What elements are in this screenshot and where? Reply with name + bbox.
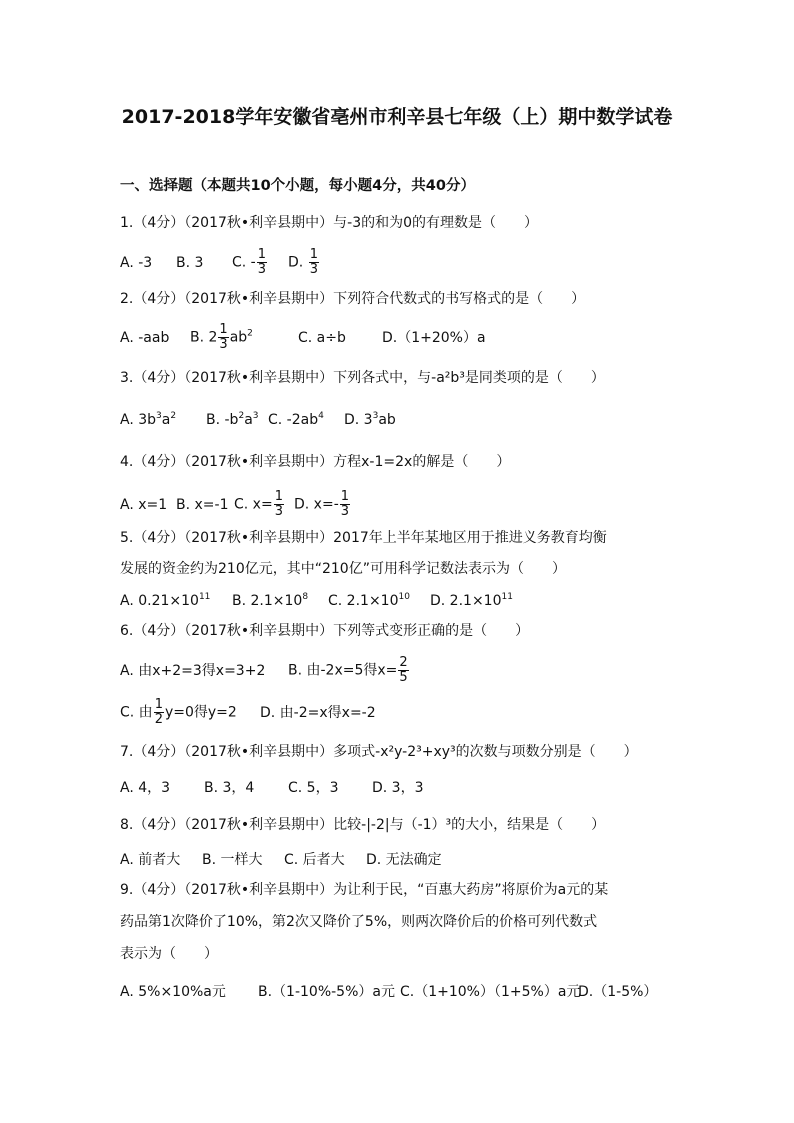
option-b[interactable]: B. 3，4 xyxy=(204,780,255,796)
denominator: 3 xyxy=(309,262,318,277)
question-6-stem: 6.（4分）（2017秋•利辛县期中）下列等式变形正确的是（ ） xyxy=(120,623,530,639)
exponent: 11 xyxy=(198,592,211,602)
option-b[interactable]: B.（1-10%-5%）a元 xyxy=(258,984,395,1000)
question-7-stem: 7.（4分）（2017秋•利辛县期中）多项式-x²y-2³+xy³的次数与项数分别是（ ） xyxy=(120,744,638,760)
question-1-stem: 1.（4分）（2017秋•利辛县期中）与-3的和为0的有理数是（ ） xyxy=(120,215,539,231)
exponent: 11 xyxy=(501,592,513,602)
option-c[interactable] xyxy=(120,698,260,727)
fraction xyxy=(398,656,408,685)
option-d[interactable] xyxy=(344,410,396,430)
question-6-options-row-2 xyxy=(120,698,376,727)
option-a[interactable] xyxy=(120,410,206,430)
question-4-stem: 4.（4分）（2017秋•利辛县期中）方程x-1=2x的解是（ ） xyxy=(120,454,511,470)
option-a[interactable]: A. 前者大 xyxy=(120,852,181,868)
option-a-base: A. 3b xyxy=(120,412,157,428)
numerator: 1 xyxy=(257,247,267,262)
numerator: 1 xyxy=(219,322,228,337)
option-a-base: A. 0.21×10 xyxy=(120,593,199,609)
question-8-options xyxy=(120,850,442,870)
option-d-base: D. 3 xyxy=(344,412,373,428)
option-a[interactable]: A. 由x+2=3得x=3+2 xyxy=(120,662,266,679)
option-b-prefix: B. 由-2x=5得x= xyxy=(288,662,398,679)
option-d[interactable]: D.（1+20%）a xyxy=(382,329,486,346)
exponent: 2 xyxy=(247,328,253,339)
denominator: 2 xyxy=(154,712,163,727)
question-4-options xyxy=(120,490,351,519)
option-d-base: D. 2.1×10 xyxy=(430,593,502,609)
option-d-prefix: D. x=- xyxy=(294,496,339,513)
option-b-prefix: B. 2 xyxy=(190,329,218,346)
option-c[interactable]: C.（1+10%）（1+5%）a元 xyxy=(400,984,581,1000)
option-b[interactable] xyxy=(232,591,328,611)
exponent: 3 xyxy=(156,411,162,421)
option-d[interactable] xyxy=(288,248,320,277)
option-d[interactable]: D. 3，3 xyxy=(372,780,424,796)
option-d[interactable]: D. 无法确定 xyxy=(366,852,442,868)
option-d[interactable] xyxy=(294,490,351,519)
numerator: 2 xyxy=(399,655,408,670)
option-c[interactable] xyxy=(328,591,430,611)
numerator: 1 xyxy=(274,489,283,504)
option-b-term: ab xyxy=(229,329,248,346)
question-9-stem-line-1: 9.（4分）（2017秋•利辛县期中）为让利于民，“百惠大药房”将原价为a元的某 xyxy=(120,882,609,898)
option-b-base: a xyxy=(244,412,253,428)
option-c[interactable] xyxy=(268,410,344,430)
question-5-stem-line-1: 5.（4分）（2017秋•利辛县期中）2017年上半年某地区用于推进义务教育均衡 xyxy=(120,530,607,546)
exponent: 3 xyxy=(372,411,379,421)
question-9-stem-line-2: 药品第1次降价了10%，第2次又降价了5%，则两次降价后的价格可列代数式 xyxy=(120,914,598,930)
exponent: 2 xyxy=(170,411,177,421)
option-c-base: C. 2.1×10 xyxy=(328,593,399,609)
option-c-prefix: C. x= xyxy=(234,496,273,513)
option-c[interactable]: C. 后者大 xyxy=(284,852,345,868)
question-2-options xyxy=(120,323,486,352)
denominator: 5 xyxy=(399,670,408,685)
exponent: 8 xyxy=(302,592,309,602)
question-5-stem-line-2: 发展的资金约为210亿元，其中“210亿”可用科学记数法表示为（ ） xyxy=(120,561,566,577)
option-c-base: C. -2ab xyxy=(268,412,319,428)
option-a-base: a xyxy=(161,412,171,428)
option-a[interactable]: A. 5%×10%a元 xyxy=(120,984,226,1000)
option-d[interactable] xyxy=(430,591,513,611)
option-d[interactable]: D.（1-5%） xyxy=(578,984,658,1000)
numerator: 1 xyxy=(340,489,350,504)
fraction xyxy=(154,698,164,727)
question-3-options xyxy=(120,410,396,430)
option-c-prefix: C. 由 xyxy=(120,704,153,721)
option-c-prefix: C. - xyxy=(232,254,256,271)
option-b[interactable] xyxy=(190,323,298,352)
fraction xyxy=(257,248,267,277)
denominator: 3 xyxy=(257,262,267,277)
exponent: 2 xyxy=(238,411,245,421)
question-3-stem: 3.（4分）（2017秋•利辛县期中）下列各式中，与-a²b³是同类项的是（ ） xyxy=(120,370,605,386)
option-b[interactable] xyxy=(206,410,268,430)
option-b[interactable]: B. x=-1 xyxy=(176,496,229,513)
option-a[interactable] xyxy=(120,591,232,611)
numerator: 1 xyxy=(309,247,318,262)
fraction xyxy=(218,323,228,352)
option-a[interactable]: A. 4，3 xyxy=(120,780,171,796)
option-c-suffix: y=0得y=2 xyxy=(164,704,237,721)
question-6-options-row-1 xyxy=(120,656,410,685)
denominator: 3 xyxy=(340,504,350,519)
option-d-prefix: D. xyxy=(288,254,308,271)
option-b[interactable] xyxy=(288,656,410,685)
exponent: 4 xyxy=(318,411,324,421)
option-b-base: B. -b xyxy=(206,412,239,428)
option-d-base: ab xyxy=(378,412,396,428)
question-9-options xyxy=(120,982,657,1002)
option-c[interactable] xyxy=(232,248,288,277)
option-a[interactable]: A. -aab xyxy=(120,329,170,346)
option-b[interactable]: B. 一样大 xyxy=(202,852,263,868)
exponent: 3 xyxy=(252,411,259,421)
section-heading: 一、选择题（本题共10个小题，每小题4分，共40分） xyxy=(120,178,475,194)
option-b-base: B. 2.1×10 xyxy=(232,593,303,609)
question-5-options xyxy=(120,591,513,611)
option-c[interactable]: C. 5，3 xyxy=(288,780,339,796)
option-c[interactable]: C. a÷b xyxy=(298,329,346,346)
fraction xyxy=(309,248,319,277)
question-8-stem: 8.（4分）（2017秋•利辛县期中）比较-|-2|与（-1）³的大小，结果是（ ） xyxy=(120,817,606,833)
denominator: 3 xyxy=(219,337,228,352)
page-title: 2017-2018学年安徽省亳州市利辛县七年级（上）期中数学试卷 xyxy=(121,106,673,128)
option-d[interactable]: D. 由-2=x得x=-2 xyxy=(260,704,376,721)
denominator: 3 xyxy=(274,504,283,519)
option-a[interactable]: A. -3 xyxy=(120,254,153,271)
option-b[interactable]: B. 3 xyxy=(176,254,204,271)
question-2-stem: 2.（4分）（2017秋•利辛县期中）下列符合代数式的书写格式的是（ ） xyxy=(120,291,586,307)
option-a[interactable]: A. x=1 xyxy=(120,496,168,513)
numerator: 1 xyxy=(154,697,163,712)
question-9-stem-line-3: 表示为（ ） xyxy=(120,946,218,962)
question-7-options xyxy=(120,778,424,798)
fraction xyxy=(274,490,284,519)
question-1-options xyxy=(120,248,320,277)
exponent: 10 xyxy=(398,592,410,602)
option-c[interactable] xyxy=(234,490,294,519)
fraction xyxy=(340,490,350,519)
